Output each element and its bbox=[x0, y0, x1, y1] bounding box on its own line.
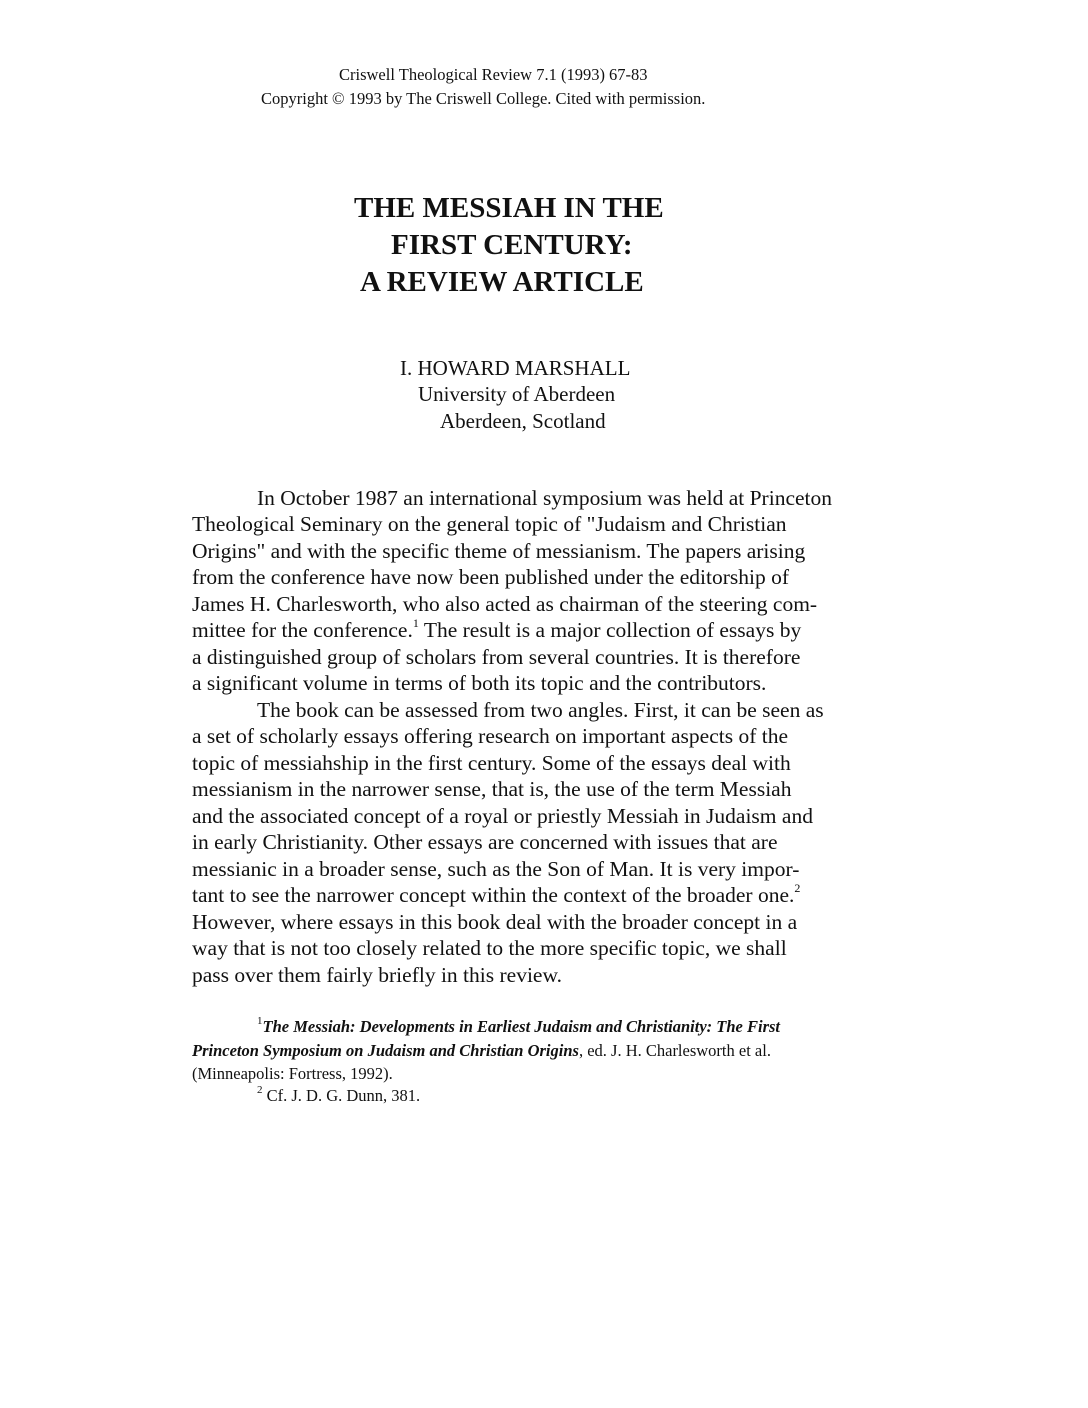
body-line: a distinguished group of scholars from several countries. It is therefore bbox=[192, 645, 801, 669]
body-line: James H. Charlesworth, who also acted as chairman of the steering com- bbox=[192, 592, 818, 616]
article-title-line-3: A REVIEW ARTICLE bbox=[360, 266, 644, 298]
body-line: and the associated concept of a royal or priestly Messiah in Judaism and bbox=[192, 804, 813, 828]
footnote-1-editor: , ed. J. H. Charlesworth et al. bbox=[578, 1041, 771, 1060]
body-line: messianism in the narrower sense, that is, the use of the term Messiah bbox=[192, 777, 792, 801]
body-line bbox=[192, 616, 802, 642]
footnote-1-line-3: (Minneapolis: Fortress, 1992). bbox=[192, 1064, 393, 1083]
body-line bbox=[192, 881, 801, 907]
footnote-2-marker: 2 bbox=[257, 1084, 263, 1096]
article-title-line-2: FIRST CENTURY: bbox=[391, 229, 633, 261]
copyright-notice: Copyright © 1993 by The Criswell College. Cited with permission. bbox=[261, 89, 706, 108]
body-line: pass over them fairly briefly in this review. bbox=[192, 963, 562, 987]
footnote-2-text: Cf. J. D. G. Dunn, 381. bbox=[262, 1086, 421, 1105]
author-name: I. HOWARD MARSHALL bbox=[400, 356, 631, 380]
author-location: Aberdeen, Scotland bbox=[440, 409, 606, 433]
footnote-2 bbox=[257, 1084, 421, 1105]
body-line: However, where essays in this book deal with the broader concept in a bbox=[192, 910, 798, 934]
body-line: messianic in a broader sense, such as the Son of Man. It is very impor- bbox=[192, 857, 800, 881]
body-line: topic of messiahship in the first century. Some of the essays deal with bbox=[192, 751, 791, 775]
footnote-1-marker: 1 bbox=[257, 1015, 263, 1027]
body-line: a set of scholarly essays offering research on important aspects of the bbox=[192, 724, 789, 748]
footnote-1-subtitle: Princeton Symposium on Judaism and Christian Origins bbox=[192, 1041, 579, 1060]
body-text: tant to see the narrower concept within the context of the broader one. bbox=[192, 883, 795, 907]
body-line: from the conference have now been published under the editorship of bbox=[192, 565, 790, 589]
body-line: in early Christianity. Other essays are concerned with issues that are bbox=[192, 830, 778, 854]
body-text: The result is a major collection of essays by bbox=[418, 618, 802, 642]
body-line: way that is not too closely related to the more specific topic, we shall bbox=[192, 936, 787, 960]
journal-citation: Criswell Theological Review 7.1 (1993) 67-83 bbox=[339, 65, 648, 84]
body-text: mittee for the conference. bbox=[192, 618, 413, 642]
body-line: The book can be assessed from two angles. First, it can be seen as bbox=[257, 698, 824, 722]
footnote-1-line-2 bbox=[192, 1043, 771, 1060]
article-title-line-1: THE MESSIAH IN THE bbox=[354, 192, 664, 224]
body-line: In October 1987 an international symposium was held at Princeton bbox=[257, 486, 832, 510]
body-line: Theological Seminary on the general topic of "Judaism and Christian bbox=[192, 512, 787, 536]
footnote-ref-2[interactable]: 2 bbox=[794, 881, 801, 895]
body-line: a significant volume in terms of both its topic and the contributors. bbox=[192, 671, 767, 695]
body-line: Origins" and with the specific theme of messianism. The papers arising bbox=[192, 539, 806, 563]
footnote-1-line-1 bbox=[257, 1015, 781, 1036]
footnote-1-title: The Messiah: Developments in Earliest Judaism and Christianity: The First bbox=[262, 1017, 781, 1036]
author-institution: University of Aberdeen bbox=[418, 382, 616, 406]
footnote-ref-1[interactable]: 1 bbox=[412, 616, 419, 630]
